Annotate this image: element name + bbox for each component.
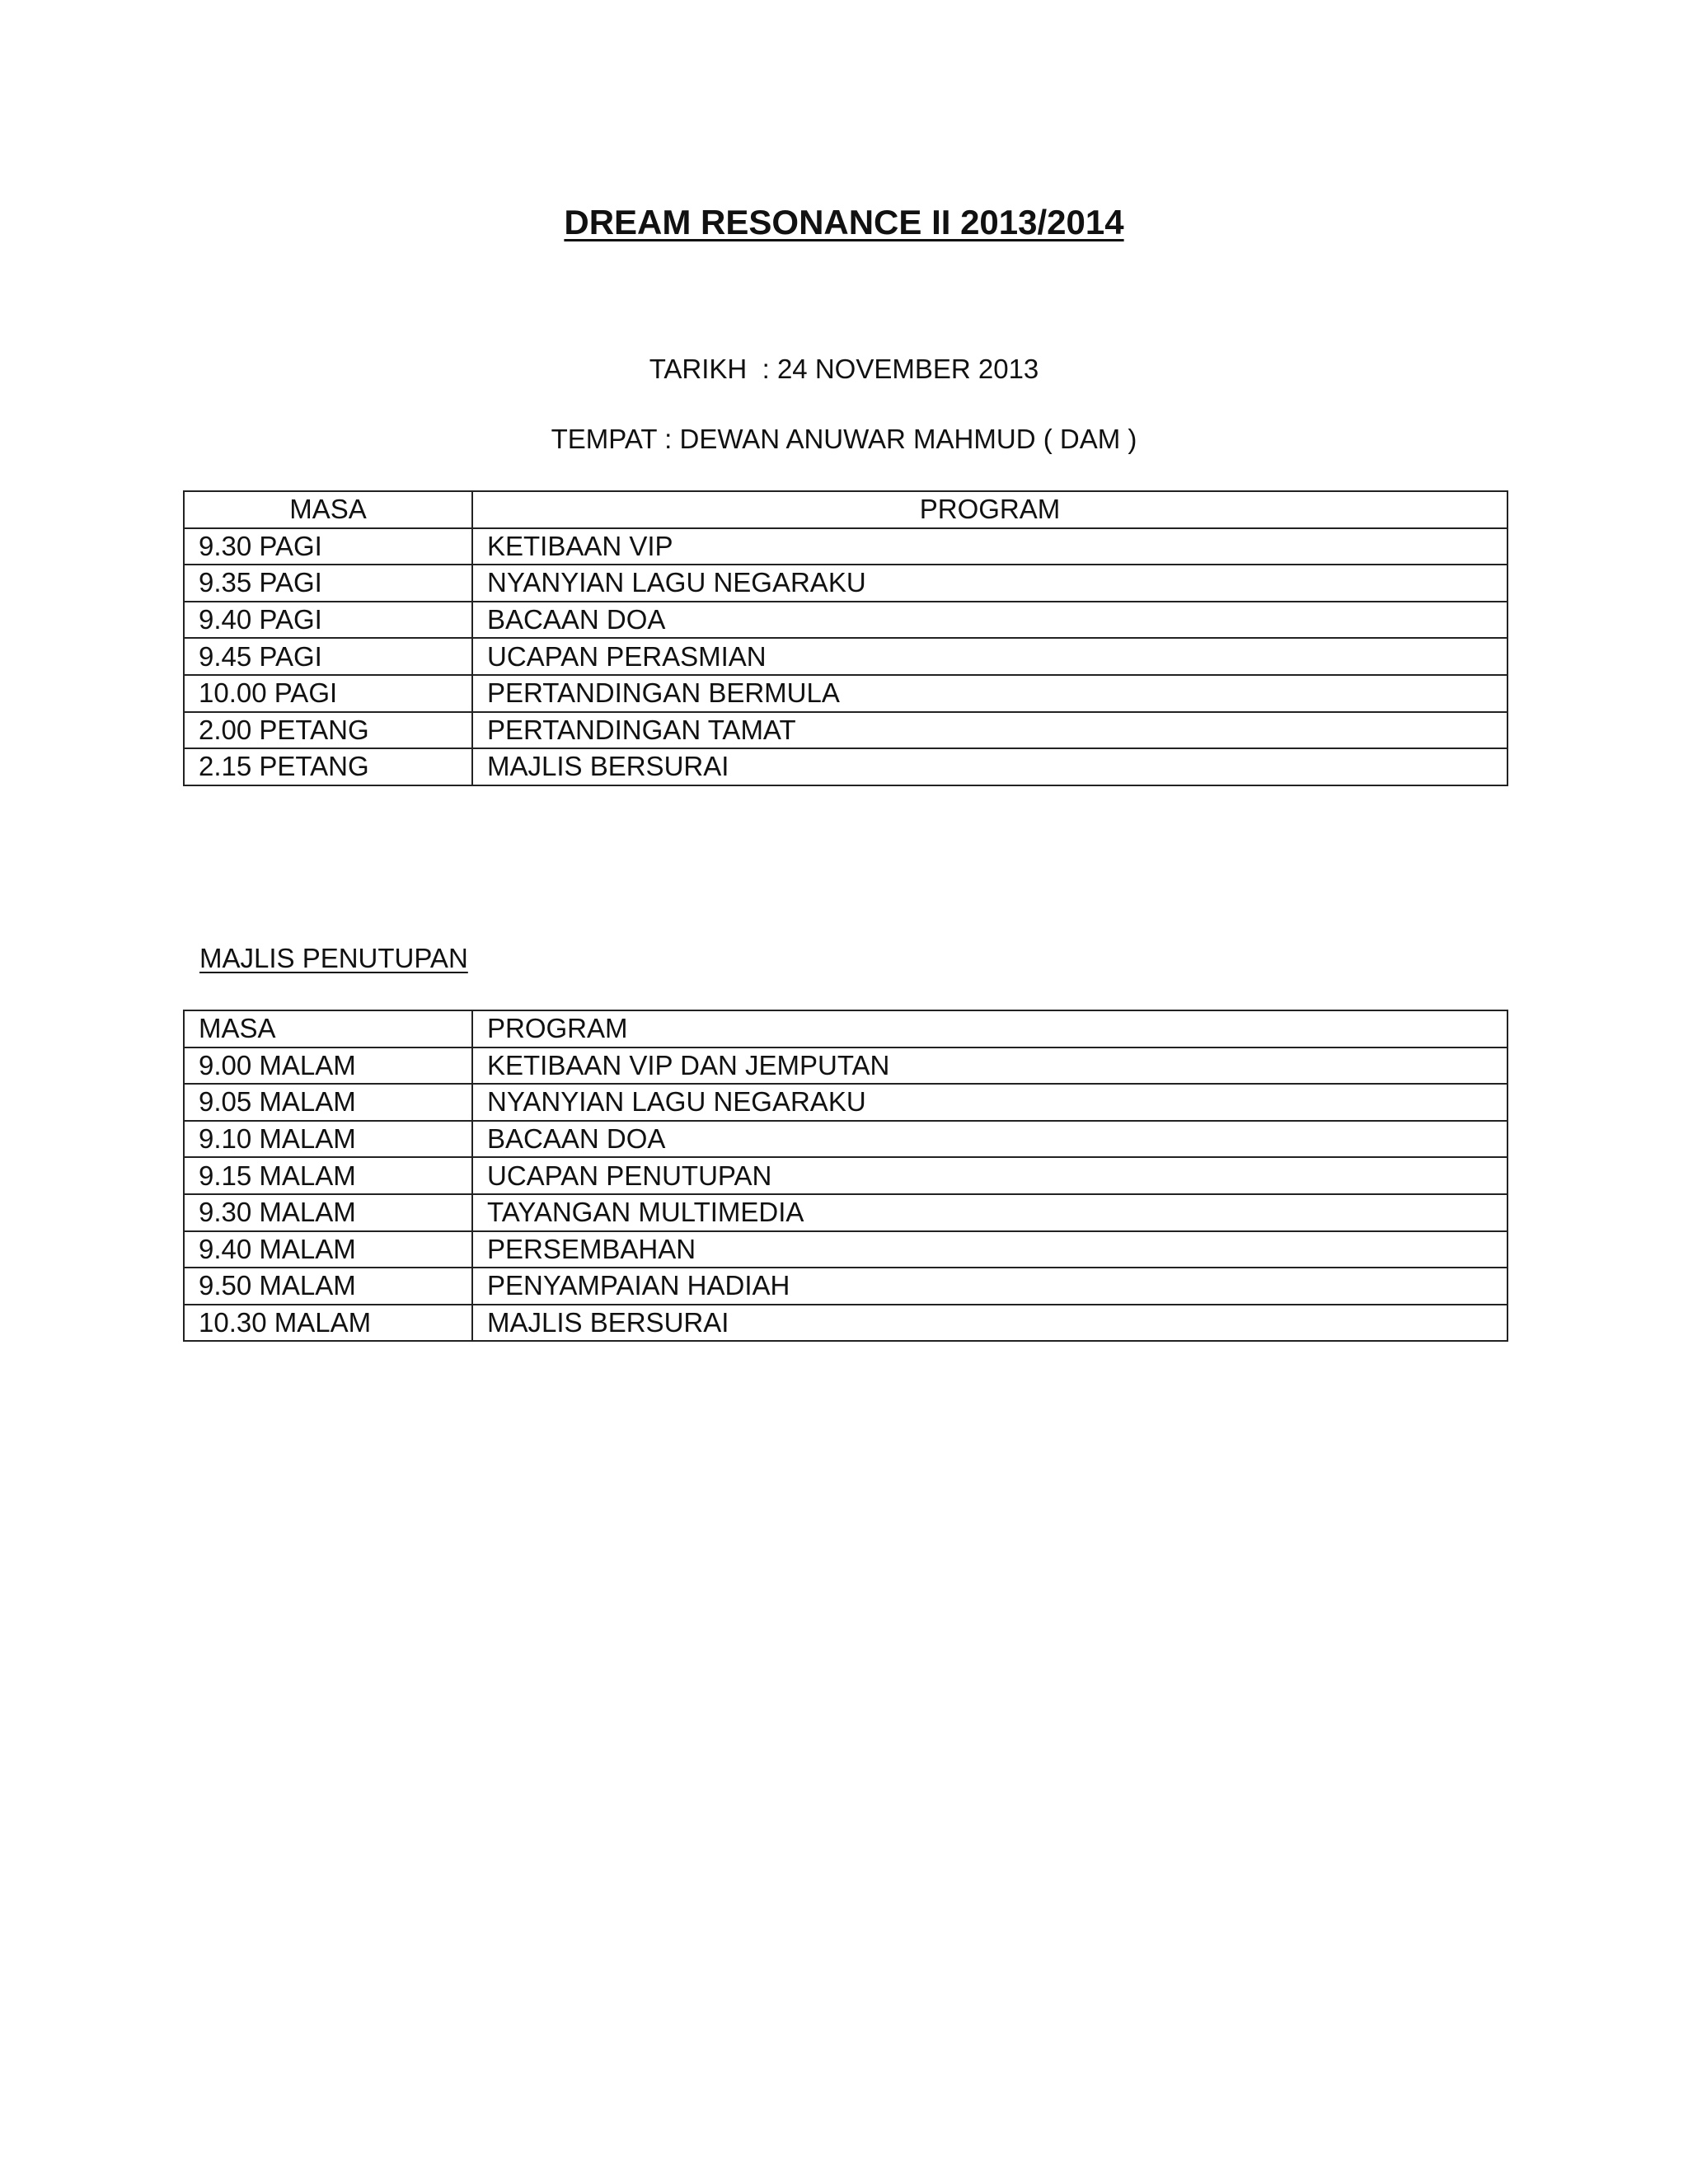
cell-time: 10.30 MALAM bbox=[184, 1305, 472, 1342]
cell-time: 9.50 MALAM bbox=[184, 1268, 472, 1305]
cell-time: 9.00 MALAM bbox=[184, 1047, 472, 1085]
event-date-line bbox=[0, 353, 1688, 386]
table-row bbox=[184, 1121, 1507, 1158]
table-row bbox=[184, 1084, 1507, 1121]
cell-program: NYANYIAN LAGU NEGARAKU bbox=[472, 565, 1507, 602]
table-row bbox=[184, 638, 1507, 675]
cell-program: BACAAN DOA bbox=[472, 602, 1507, 639]
header-time: MASA bbox=[184, 1010, 472, 1047]
cell-program: BACAAN DOA bbox=[472, 1121, 1507, 1158]
cell-program: MAJLIS BERSURAI bbox=[472, 748, 1507, 785]
cell-time: 10.00 PAGI bbox=[184, 675, 472, 712]
cell-time: 9.45 PAGI bbox=[184, 638, 472, 675]
cell-program: PERTANDINGAN TAMAT bbox=[472, 712, 1507, 749]
cell-time: 2.15 PETANG bbox=[184, 748, 472, 785]
cell-program: UCAPAN PENUTUPAN bbox=[472, 1157, 1507, 1194]
header-program: PROGRAM bbox=[472, 491, 1507, 528]
document-title-text: DREAM RESONANCE II 2013/2014 bbox=[564, 203, 1124, 241]
table-row bbox=[184, 565, 1507, 602]
cell-program: PENYAMPAIAN HADIAH bbox=[472, 1268, 1507, 1305]
cell-time: 9.10 MALAM bbox=[184, 1121, 472, 1158]
table-row bbox=[184, 1194, 1507, 1231]
cell-program: KETIBAAN VIP bbox=[472, 528, 1507, 565]
cell-time: 9.15 MALAM bbox=[184, 1157, 472, 1194]
header-time: MASA bbox=[184, 491, 472, 528]
cell-time: 9.40 MALAM bbox=[184, 1231, 472, 1268]
date-value: 24 NOVEMBER 2013 bbox=[776, 354, 1039, 384]
table-row bbox=[184, 528, 1507, 565]
document-title bbox=[0, 201, 1688, 244]
table-row bbox=[184, 1268, 1507, 1305]
cell-time: 2.00 PETANG bbox=[184, 712, 472, 749]
cell-program: UCAPAN PERASMIAN bbox=[472, 638, 1507, 675]
table-row bbox=[184, 675, 1507, 712]
cell-program: KETIBAAN VIP DAN JEMPUTAN bbox=[472, 1047, 1507, 1085]
table-header-row bbox=[184, 1010, 1507, 1047]
table-row bbox=[184, 1231, 1507, 1268]
closing-section-title: MAJLIS PENUTUPAN bbox=[199, 943, 468, 973]
table-row bbox=[184, 1157, 1507, 1194]
cell-time: 9.05 MALAM bbox=[184, 1084, 472, 1121]
table-row bbox=[184, 1305, 1507, 1342]
header-program: PROGRAM bbox=[472, 1010, 1507, 1047]
main-schedule-table bbox=[183, 490, 1508, 786]
cell-time: 9.40 PAGI bbox=[184, 602, 472, 639]
cell-time: 9.30 PAGI bbox=[184, 528, 472, 565]
date-label: TARIKH : bbox=[649, 354, 777, 384]
table-row bbox=[184, 712, 1507, 749]
cell-program: TAYANGAN MULTIMEDIA bbox=[472, 1194, 1507, 1231]
table-header-row bbox=[184, 491, 1507, 528]
closing-schedule-table bbox=[183, 1010, 1508, 1342]
cell-program: NYANYIAN LAGU NEGARAKU bbox=[472, 1084, 1507, 1121]
table-row bbox=[184, 1047, 1507, 1085]
venue-label: TEMPAT : bbox=[551, 424, 680, 454]
cell-time: 9.30 MALAM bbox=[184, 1194, 472, 1231]
venue-value: DEWAN ANUWAR MAHMUD ( DAM ) bbox=[679, 424, 1137, 454]
table-row bbox=[184, 602, 1507, 639]
cell-program: MAJLIS BERSURAI bbox=[472, 1305, 1507, 1342]
event-venue-line bbox=[0, 423, 1688, 456]
table-row bbox=[184, 748, 1507, 785]
cell-program: PERTANDINGAN BERMULA bbox=[472, 675, 1507, 712]
cell-time: 9.35 PAGI bbox=[184, 565, 472, 602]
cell-program: PERSEMBAHAN bbox=[472, 1231, 1507, 1268]
